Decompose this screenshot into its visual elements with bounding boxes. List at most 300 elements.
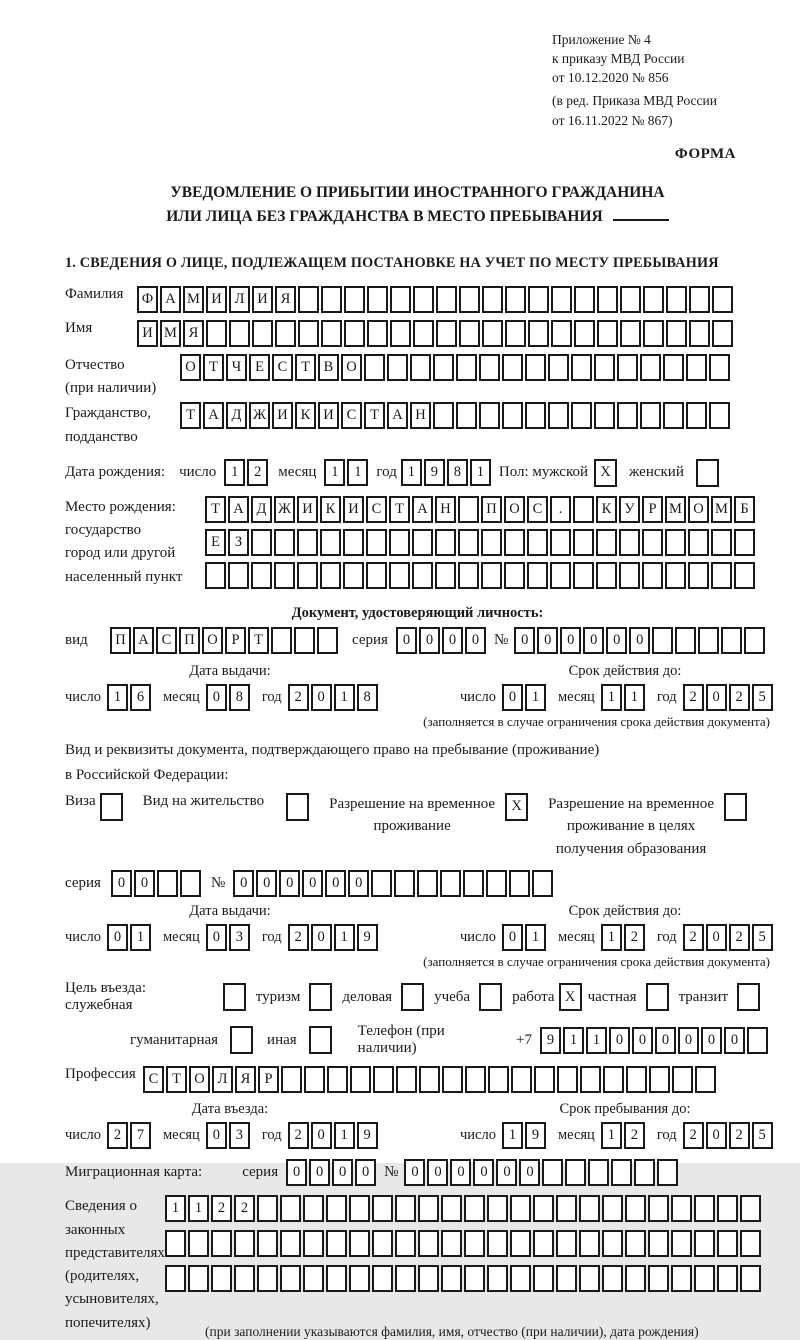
char-cell[interactable]: [252, 320, 273, 347]
char-cell[interactable]: [721, 627, 742, 654]
char-cell[interactable]: [573, 562, 594, 589]
char-cell[interactable]: [396, 1066, 417, 1093]
char-cell[interactable]: А: [228, 496, 249, 523]
char-cell[interactable]: [366, 562, 387, 589]
char-cell[interactable]: [640, 402, 661, 429]
char-cell[interactable]: [689, 286, 710, 313]
char-cell[interactable]: 0: [107, 924, 128, 951]
char-cell[interactable]: [298, 320, 319, 347]
char-cell[interactable]: П: [481, 496, 502, 523]
char-cell[interactable]: [579, 1195, 600, 1222]
purpose-business-checkbox[interactable]: [401, 983, 424, 1011]
char-cell[interactable]: 0: [134, 870, 155, 897]
char-cell[interactable]: 1: [334, 1122, 355, 1149]
char-cell[interactable]: [666, 286, 687, 313]
purpose-transit-checkbox[interactable]: [737, 983, 760, 1011]
char-cell[interactable]: [274, 529, 295, 556]
char-cell[interactable]: [648, 1195, 669, 1222]
char-cell[interactable]: [364, 354, 385, 381]
char-cell[interactable]: 0: [302, 870, 323, 897]
char-cell[interactable]: [413, 320, 434, 347]
char-cell[interactable]: [321, 320, 342, 347]
char-cell[interactable]: [482, 286, 503, 313]
char-cell[interactable]: 9: [540, 1027, 561, 1054]
char-cell[interactable]: [528, 286, 549, 313]
char-cell[interactable]: 0: [332, 1159, 353, 1186]
purpose-work-checkbox[interactable]: X: [559, 983, 582, 1011]
char-cell[interactable]: [303, 1230, 324, 1257]
char-cell[interactable]: [304, 1066, 325, 1093]
char-cell[interactable]: С: [143, 1066, 164, 1093]
char-cell[interactable]: [672, 1066, 693, 1093]
char-cell[interactable]: [229, 320, 250, 347]
char-cell[interactable]: [695, 1066, 716, 1093]
sex-female-checkbox[interactable]: [696, 459, 719, 487]
char-cell[interactable]: Ж: [274, 496, 295, 523]
char-cell[interactable]: [234, 1230, 255, 1257]
char-cell[interactable]: 0: [583, 627, 604, 654]
char-cell[interactable]: [744, 627, 765, 654]
char-cell[interactable]: 0: [496, 1159, 517, 1186]
char-cell[interactable]: [418, 1230, 439, 1257]
char-cell[interactable]: 1: [334, 924, 355, 951]
char-cell[interactable]: [280, 1265, 301, 1292]
char-cell[interactable]: [525, 354, 546, 381]
char-cell[interactable]: [551, 286, 572, 313]
char-cell[interactable]: [717, 1230, 738, 1257]
char-cell[interactable]: [303, 1265, 324, 1292]
char-cell[interactable]: [458, 562, 479, 589]
char-cell[interactable]: 1: [470, 459, 491, 486]
char-cell[interactable]: [663, 354, 684, 381]
char-cell[interactable]: [350, 1066, 371, 1093]
char-cell[interactable]: 1: [347, 459, 368, 486]
char-cell[interactable]: [740, 1230, 761, 1257]
char-cell[interactable]: А: [160, 286, 181, 313]
char-cell[interactable]: 2: [624, 1122, 645, 1149]
char-cell[interactable]: 1: [324, 459, 345, 486]
char-cell[interactable]: [620, 286, 641, 313]
char-cell[interactable]: [657, 1159, 678, 1186]
char-cell[interactable]: [619, 562, 640, 589]
char-cell[interactable]: [671, 1265, 692, 1292]
char-cell[interactable]: [257, 1230, 278, 1257]
char-cell[interactable]: [234, 1265, 255, 1292]
char-cell[interactable]: 9: [357, 1122, 378, 1149]
char-cell[interactable]: 2: [683, 684, 704, 711]
char-cell[interactable]: [747, 1027, 768, 1054]
char-cell[interactable]: К: [596, 496, 617, 523]
char-cell[interactable]: [620, 320, 641, 347]
char-cell[interactable]: [596, 562, 617, 589]
char-cell[interactable]: [479, 354, 500, 381]
char-cell[interactable]: [257, 1265, 278, 1292]
char-cell[interactable]: 5: [752, 924, 773, 951]
char-cell[interactable]: С: [272, 354, 293, 381]
char-cell[interactable]: [488, 1066, 509, 1093]
char-cell[interactable]: 0: [206, 924, 227, 951]
char-cell[interactable]: У: [619, 496, 640, 523]
char-cell[interactable]: [327, 1066, 348, 1093]
char-cell[interactable]: 0: [724, 1027, 745, 1054]
char-cell[interactable]: [504, 562, 525, 589]
purpose-humanitarian-checkbox[interactable]: [230, 1026, 253, 1054]
char-cell[interactable]: [505, 320, 526, 347]
char-cell[interactable]: [663, 402, 684, 429]
char-cell[interactable]: 0: [419, 627, 440, 654]
char-cell[interactable]: [459, 320, 480, 347]
char-cell[interactable]: 0: [279, 870, 300, 897]
char-cell[interactable]: Т: [180, 402, 201, 429]
char-cell[interactable]: 0: [706, 1122, 727, 1149]
char-cell[interactable]: [464, 1265, 485, 1292]
char-cell[interactable]: 2: [288, 1122, 309, 1149]
char-cell[interactable]: [298, 286, 319, 313]
char-cell[interactable]: П: [179, 627, 200, 654]
char-cell[interactable]: А: [203, 402, 224, 429]
char-cell[interactable]: [556, 1265, 577, 1292]
char-cell[interactable]: [320, 562, 341, 589]
char-cell[interactable]: 6: [130, 684, 151, 711]
char-cell[interactable]: [417, 870, 438, 897]
char-cell[interactable]: Л: [212, 1066, 233, 1093]
char-cell[interactable]: 0: [348, 870, 369, 897]
char-cell[interactable]: Е: [249, 354, 270, 381]
char-cell[interactable]: 0: [502, 924, 523, 951]
char-cell[interactable]: В: [318, 354, 339, 381]
char-cell[interactable]: 0: [629, 627, 650, 654]
char-cell[interactable]: [528, 320, 549, 347]
char-cell[interactable]: 0: [309, 1159, 330, 1186]
char-cell[interactable]: 0: [514, 627, 535, 654]
char-cell[interactable]: [594, 402, 615, 429]
char-cell[interactable]: [412, 562, 433, 589]
char-cell[interactable]: 0: [560, 627, 581, 654]
char-cell[interactable]: 5: [752, 1122, 773, 1149]
char-cell[interactable]: [441, 1230, 462, 1257]
char-cell[interactable]: 2: [247, 459, 268, 486]
char-cell[interactable]: [343, 529, 364, 556]
char-cell[interactable]: [588, 1159, 609, 1186]
char-cell[interactable]: [574, 320, 595, 347]
char-cell[interactable]: Я: [183, 320, 204, 347]
char-cell[interactable]: [435, 529, 456, 556]
char-cell[interactable]: 0: [355, 1159, 376, 1186]
char-cell[interactable]: [643, 320, 664, 347]
char-cell[interactable]: 1: [601, 684, 622, 711]
char-cell[interactable]: Т: [248, 627, 269, 654]
char-cell[interactable]: О: [688, 496, 709, 523]
char-cell[interactable]: [571, 402, 592, 429]
char-cell[interactable]: 0: [606, 627, 627, 654]
char-cell[interactable]: [711, 562, 732, 589]
char-cell[interactable]: З: [228, 529, 249, 556]
char-cell[interactable]: [433, 354, 454, 381]
char-cell[interactable]: О: [341, 354, 362, 381]
char-cell[interactable]: 2: [624, 924, 645, 951]
char-cell[interactable]: 0: [701, 1027, 722, 1054]
char-cell[interactable]: [459, 286, 480, 313]
char-cell[interactable]: [602, 1265, 623, 1292]
char-cell[interactable]: .: [550, 496, 571, 523]
char-cell[interactable]: 2: [729, 924, 750, 951]
char-cell[interactable]: [626, 1066, 647, 1093]
char-cell[interactable]: 1: [401, 459, 422, 486]
char-cell[interactable]: [349, 1265, 370, 1292]
char-cell[interactable]: 8: [229, 684, 250, 711]
char-cell[interactable]: [303, 1195, 324, 1222]
char-cell[interactable]: [709, 354, 730, 381]
char-cell[interactable]: [349, 1230, 370, 1257]
char-cell[interactable]: [394, 870, 415, 897]
char-cell[interactable]: 7: [130, 1122, 151, 1149]
char-cell[interactable]: 0: [111, 870, 132, 897]
char-cell[interactable]: 5: [752, 684, 773, 711]
char-cell[interactable]: [390, 320, 411, 347]
char-cell[interactable]: [463, 870, 484, 897]
char-cell[interactable]: [625, 1265, 646, 1292]
char-cell[interactable]: 1: [165, 1195, 186, 1222]
char-cell[interactable]: [694, 1230, 715, 1257]
char-cell[interactable]: 2: [288, 684, 309, 711]
char-cell[interactable]: [481, 562, 502, 589]
char-cell[interactable]: [271, 627, 292, 654]
char-cell[interactable]: [642, 562, 663, 589]
char-cell[interactable]: М: [183, 286, 204, 313]
char-cell[interactable]: [640, 354, 661, 381]
char-cell[interactable]: [487, 1230, 508, 1257]
char-cell[interactable]: О: [180, 354, 201, 381]
char-cell[interactable]: [602, 1230, 623, 1257]
char-cell[interactable]: [465, 1066, 486, 1093]
char-cell[interactable]: [686, 402, 707, 429]
char-cell[interactable]: 2: [211, 1195, 232, 1222]
char-cell[interactable]: [602, 1195, 623, 1222]
char-cell[interactable]: [533, 1265, 554, 1292]
char-cell[interactable]: Т: [389, 496, 410, 523]
char-cell[interactable]: [487, 1265, 508, 1292]
char-cell[interactable]: 1: [502, 1122, 523, 1149]
char-cell[interactable]: 0: [706, 684, 727, 711]
char-cell[interactable]: [326, 1195, 347, 1222]
char-cell[interactable]: [634, 1159, 655, 1186]
char-cell[interactable]: Р: [225, 627, 246, 654]
char-cell[interactable]: 0: [706, 924, 727, 951]
char-cell[interactable]: [527, 529, 548, 556]
char-cell[interactable]: [456, 354, 477, 381]
char-cell[interactable]: [550, 529, 571, 556]
char-cell[interactable]: [625, 1195, 646, 1222]
char-cell[interactable]: Ф: [137, 286, 158, 313]
char-cell[interactable]: 2: [288, 924, 309, 951]
char-cell[interactable]: О: [189, 1066, 210, 1093]
char-cell[interactable]: 0: [256, 870, 277, 897]
purpose-study-checkbox[interactable]: [479, 983, 502, 1011]
char-cell[interactable]: Б: [734, 496, 755, 523]
char-cell[interactable]: [297, 562, 318, 589]
char-cell[interactable]: 0: [233, 870, 254, 897]
char-cell[interactable]: [596, 529, 617, 556]
char-cell[interactable]: А: [133, 627, 154, 654]
purpose-private-checkbox[interactable]: [646, 983, 669, 1011]
char-cell[interactable]: [611, 1159, 632, 1186]
visa-checkbox[interactable]: [100, 793, 123, 821]
char-cell[interactable]: [320, 529, 341, 556]
char-cell[interactable]: [505, 286, 526, 313]
char-cell[interactable]: [502, 354, 523, 381]
char-cell[interactable]: [435, 562, 456, 589]
char-cell[interactable]: 1: [525, 924, 546, 951]
char-cell[interactable]: [458, 496, 479, 523]
char-cell[interactable]: [652, 627, 673, 654]
char-cell[interactable]: [280, 1230, 301, 1257]
char-cell[interactable]: [343, 562, 364, 589]
char-cell[interactable]: Т: [166, 1066, 187, 1093]
char-cell[interactable]: 1: [334, 684, 355, 711]
char-cell[interactable]: Д: [251, 496, 272, 523]
char-cell[interactable]: 0: [206, 1122, 227, 1149]
char-cell[interactable]: 0: [311, 1122, 332, 1149]
char-cell[interactable]: [689, 320, 710, 347]
char-cell[interactable]: 1: [624, 684, 645, 711]
char-cell[interactable]: 0: [537, 627, 558, 654]
char-cell[interactable]: [433, 402, 454, 429]
char-cell[interactable]: Д: [226, 402, 247, 429]
char-cell[interactable]: [228, 562, 249, 589]
char-cell[interactable]: [511, 1066, 532, 1093]
char-cell[interactable]: 3: [229, 924, 250, 951]
char-cell[interactable]: [597, 286, 618, 313]
char-cell[interactable]: 1: [224, 459, 245, 486]
char-cell[interactable]: О: [202, 627, 223, 654]
char-cell[interactable]: 0: [286, 1159, 307, 1186]
char-cell[interactable]: [436, 320, 457, 347]
char-cell[interactable]: [205, 562, 226, 589]
char-cell[interactable]: К: [295, 402, 316, 429]
char-cell[interactable]: П: [110, 627, 131, 654]
char-cell[interactable]: 0: [311, 924, 332, 951]
char-cell[interactable]: [580, 1066, 601, 1093]
char-cell[interactable]: [274, 562, 295, 589]
char-cell[interactable]: [709, 402, 730, 429]
char-cell[interactable]: 3: [229, 1122, 250, 1149]
char-cell[interactable]: Е: [205, 529, 226, 556]
char-cell[interactable]: [464, 1195, 485, 1222]
char-cell[interactable]: [504, 529, 525, 556]
char-cell[interactable]: [418, 1195, 439, 1222]
char-cell[interactable]: [688, 529, 709, 556]
char-cell[interactable]: 1: [586, 1027, 607, 1054]
char-cell[interactable]: 0: [427, 1159, 448, 1186]
char-cell[interactable]: 2: [729, 684, 750, 711]
char-cell[interactable]: [418, 1265, 439, 1292]
char-cell[interactable]: [533, 1230, 554, 1257]
char-cell[interactable]: [717, 1195, 738, 1222]
char-cell[interactable]: [373, 1066, 394, 1093]
char-cell[interactable]: [297, 529, 318, 556]
char-cell[interactable]: [479, 402, 500, 429]
char-cell[interactable]: И: [272, 402, 293, 429]
char-cell[interactable]: [625, 1230, 646, 1257]
char-cell[interactable]: [597, 320, 618, 347]
char-cell[interactable]: [665, 529, 686, 556]
char-cell[interactable]: [442, 1066, 463, 1093]
char-cell[interactable]: [734, 562, 755, 589]
char-cell[interactable]: [458, 529, 479, 556]
char-cell[interactable]: [275, 320, 296, 347]
purpose-other-checkbox[interactable]: [309, 1026, 332, 1054]
purpose-service-checkbox[interactable]: [223, 983, 246, 1011]
char-cell[interactable]: [698, 627, 719, 654]
char-cell[interactable]: [372, 1265, 393, 1292]
char-cell[interactable]: [390, 286, 411, 313]
char-cell[interactable]: [556, 1230, 577, 1257]
char-cell[interactable]: [251, 529, 272, 556]
char-cell[interactable]: [481, 529, 502, 556]
char-cell[interactable]: [410, 354, 431, 381]
purpose-tourism-checkbox[interactable]: [309, 983, 332, 1011]
char-cell[interactable]: [387, 354, 408, 381]
char-cell[interactable]: [367, 286, 388, 313]
char-cell[interactable]: [571, 354, 592, 381]
char-cell[interactable]: С: [156, 627, 177, 654]
char-cell[interactable]: [565, 1159, 586, 1186]
char-cell[interactable]: [464, 1230, 485, 1257]
char-cell[interactable]: 1: [601, 924, 622, 951]
char-cell[interactable]: [371, 870, 392, 897]
char-cell[interactable]: Т: [203, 354, 224, 381]
char-cell[interactable]: Ж: [249, 402, 270, 429]
char-cell[interactable]: [574, 286, 595, 313]
char-cell[interactable]: [671, 1230, 692, 1257]
char-cell[interactable]: [456, 402, 477, 429]
char-cell[interactable]: [509, 870, 530, 897]
residence-permit-checkbox[interactable]: [286, 793, 309, 821]
char-cell[interactable]: [321, 286, 342, 313]
char-cell[interactable]: [666, 320, 687, 347]
char-cell[interactable]: [573, 496, 594, 523]
char-cell[interactable]: [740, 1265, 761, 1292]
char-cell[interactable]: Ч: [226, 354, 247, 381]
char-cell[interactable]: 0: [609, 1027, 630, 1054]
char-cell[interactable]: 0: [473, 1159, 494, 1186]
char-cell[interactable]: [534, 1066, 555, 1093]
char-cell[interactable]: 1: [188, 1195, 209, 1222]
char-cell[interactable]: Р: [642, 496, 663, 523]
char-cell[interactable]: 2: [683, 1122, 704, 1149]
char-cell[interactable]: [372, 1230, 393, 1257]
char-cell[interactable]: [740, 1195, 761, 1222]
char-cell[interactable]: [643, 286, 664, 313]
char-cell[interactable]: [594, 354, 615, 381]
char-cell[interactable]: И: [318, 402, 339, 429]
char-cell[interactable]: [648, 1230, 669, 1257]
char-cell[interactable]: [372, 1195, 393, 1222]
char-cell[interactable]: 0: [678, 1027, 699, 1054]
char-cell[interactable]: [436, 286, 457, 313]
char-cell[interactable]: 0: [450, 1159, 471, 1186]
char-cell[interactable]: [510, 1265, 531, 1292]
char-cell[interactable]: 0: [465, 627, 486, 654]
char-cell[interactable]: [188, 1230, 209, 1257]
char-cell[interactable]: И: [137, 320, 158, 347]
char-cell[interactable]: 1: [601, 1122, 622, 1149]
char-cell[interactable]: [734, 529, 755, 556]
char-cell[interactable]: [533, 1195, 554, 1222]
char-cell[interactable]: [280, 1195, 301, 1222]
char-cell[interactable]: [551, 320, 572, 347]
char-cell[interactable]: [395, 1265, 416, 1292]
